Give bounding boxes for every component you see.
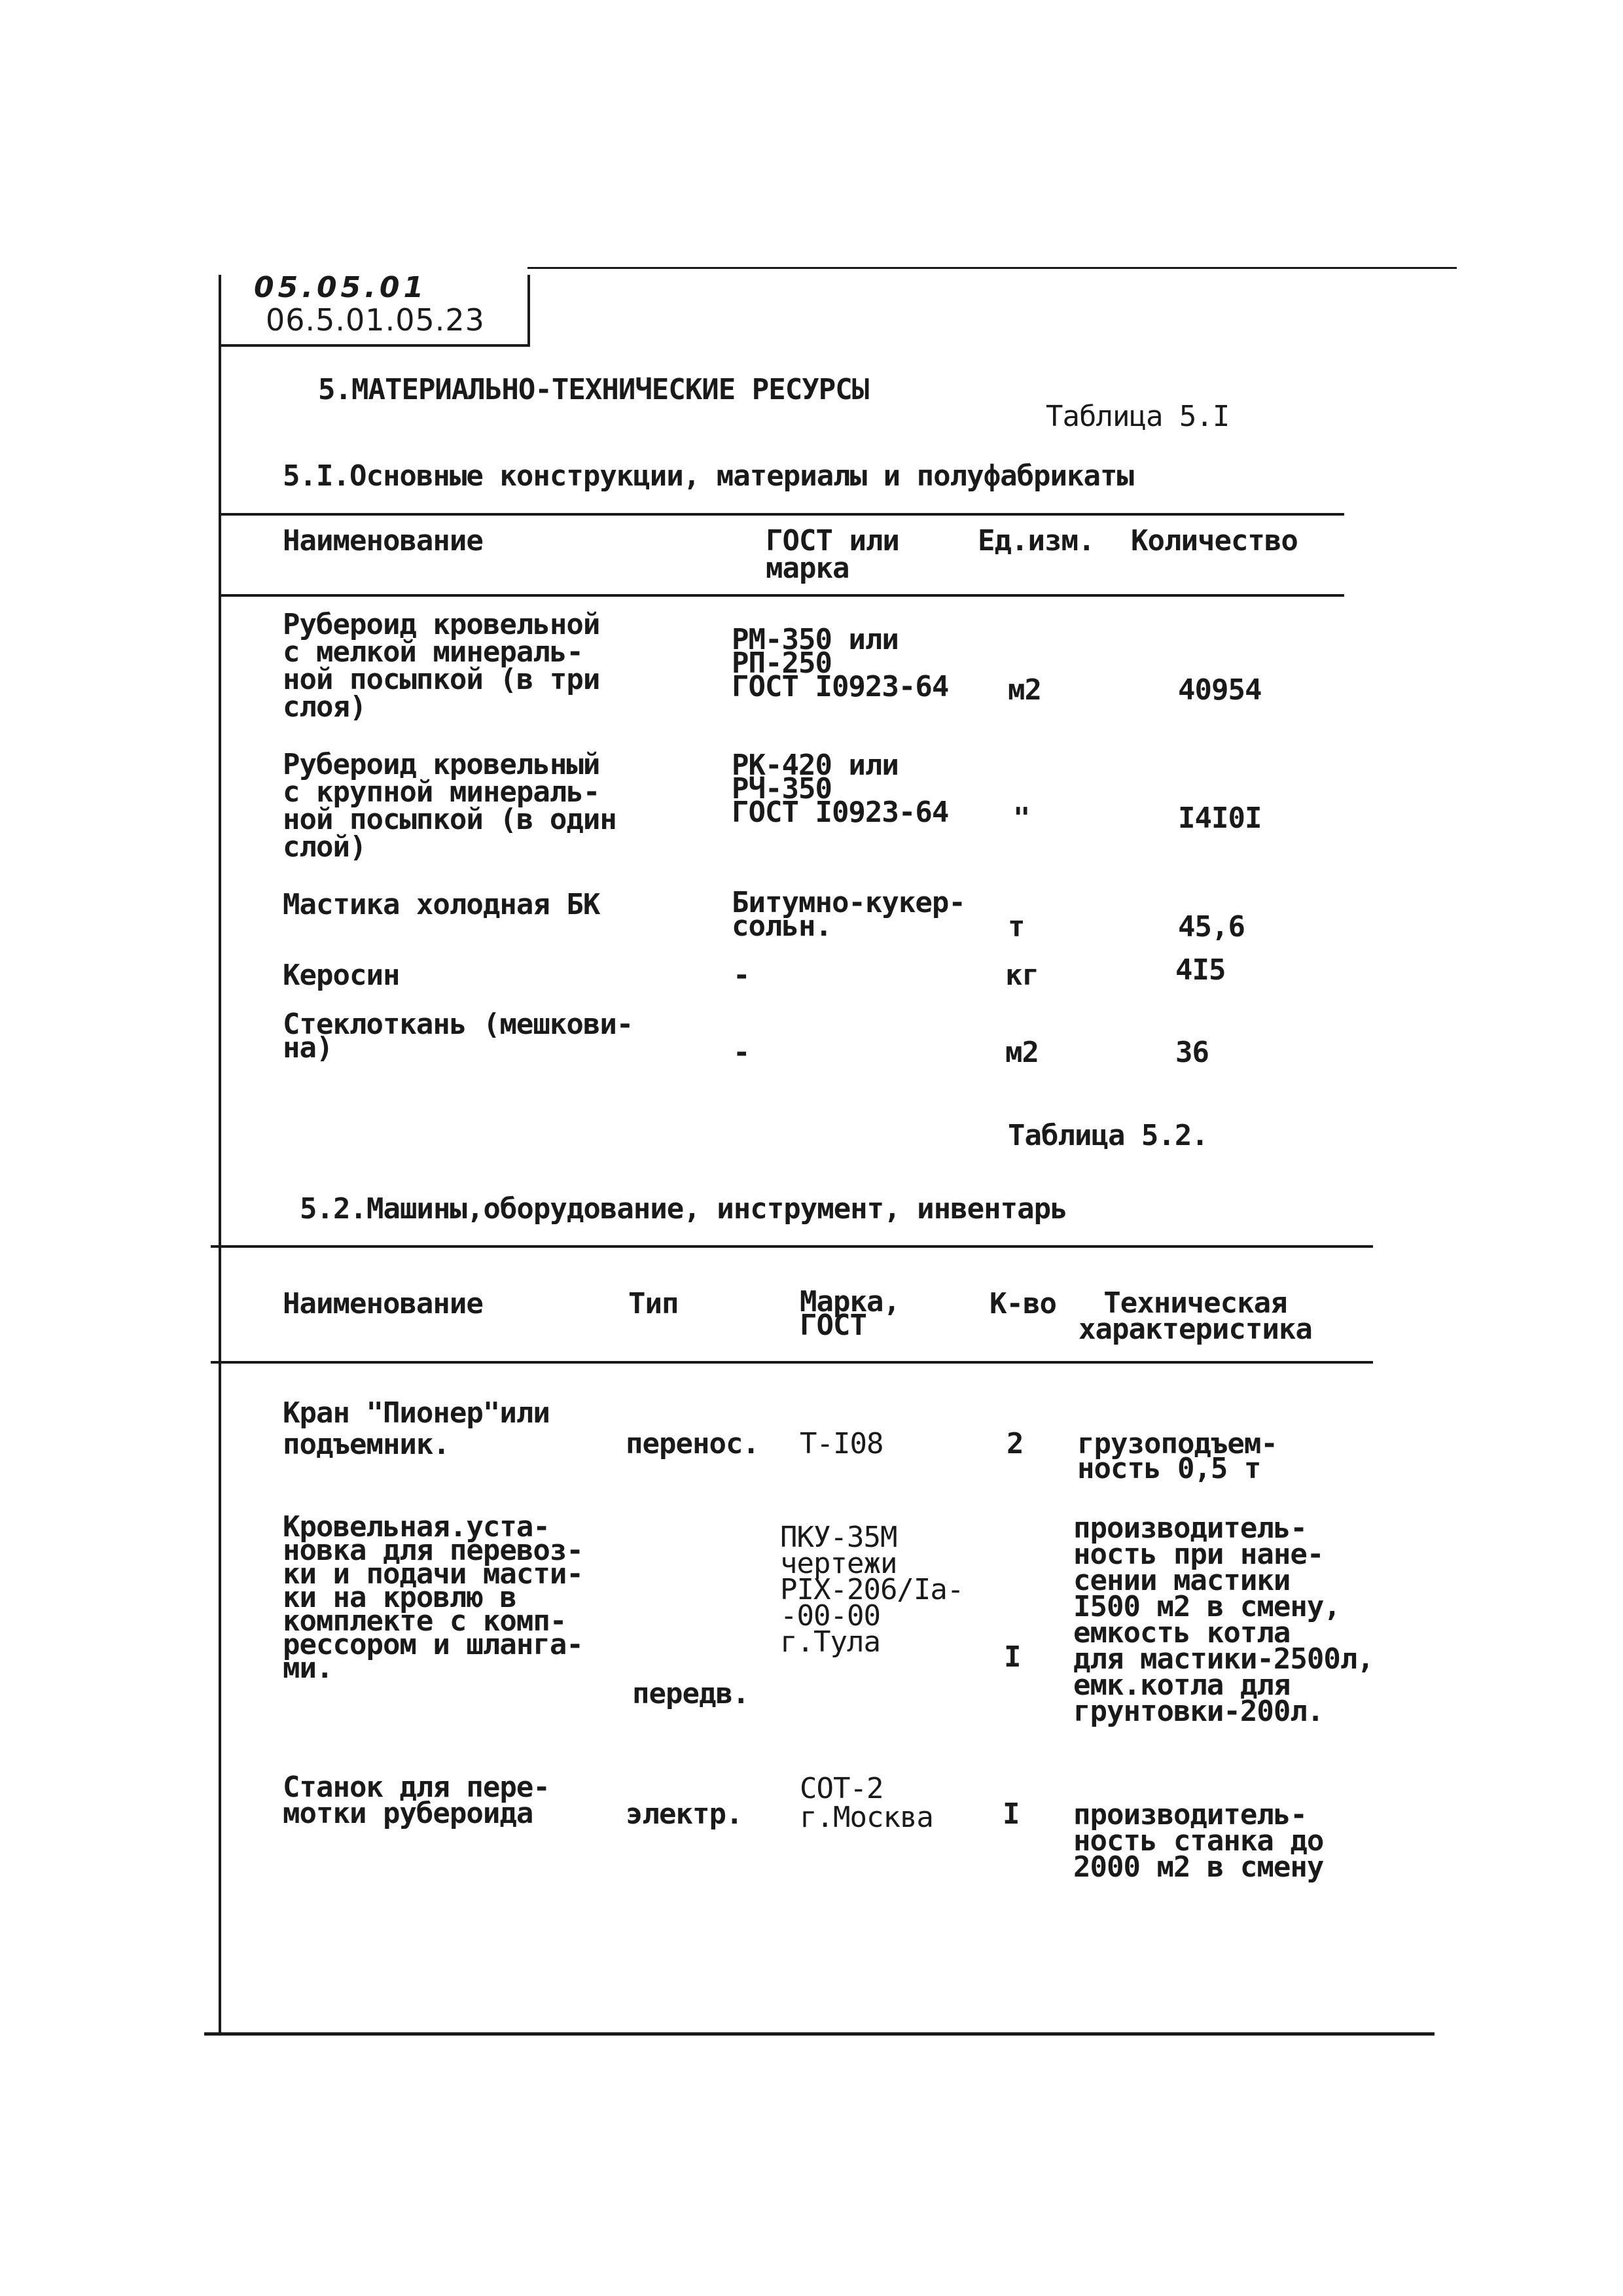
table1-header-qty: Количество [1131, 524, 1298, 557]
table1-row5-unit: м2 [1005, 1036, 1039, 1069]
table2-row3-type: электр. [626, 1797, 743, 1831]
table1-label: Таблица 5.I [1046, 400, 1230, 433]
table2-row1-name: Кран "Пионер"или подъемник. [283, 1396, 550, 1461]
table1-header-unit: Ед.изм. [978, 524, 1095, 557]
table2-top-rule [211, 1245, 1373, 1248]
table2-row2-brand: ПКУ-35М чертежи РIХ-206/Iа- -00-00 г.Тула [780, 1521, 964, 1659]
table1-header-gost: ГОСТ или марка [766, 524, 899, 585]
table1-row5-gost: - [733, 1036, 750, 1069]
table1-top-rule [219, 513, 1344, 516]
page-frame-top [527, 267, 1457, 269]
table1-row3-unit: т [1008, 910, 1025, 944]
table1-row5-name: Стеклоткань (мешкови- на) [283, 1008, 633, 1065]
table1-row5-qty: 36 [1175, 1036, 1209, 1069]
table1-row4-unit: кг [1005, 959, 1039, 992]
table2-row3-name: Станок для пере- мотки рубероида [283, 1771, 550, 1830]
table2-row1-spec: грузоподъем- ность 0,5 т [1077, 1427, 1277, 1485]
table1-row2-unit: " [1013, 802, 1030, 835]
table2-row3-brand: СОТ-2 г.Москва [800, 1772, 933, 1834]
page-frame-bottom [204, 2032, 1435, 2036]
table2-caption: 5.2.Машины,оборудование, инструмент, инвентарь [300, 1192, 1067, 1226]
table2-row3-count: I [1003, 1797, 1020, 1831]
table2-header-rule [211, 1361, 1373, 1364]
table1-row4-name: Керосин [283, 959, 400, 992]
table2-header-name: Наименование [283, 1287, 483, 1320]
table2-row2-count: I [1004, 1640, 1021, 1674]
table2-header-count: К-во [990, 1287, 1056, 1320]
table1-row3-gost: Битумно-кукер- сольн. [732, 886, 965, 943]
table1-row2-name: Рубероид кровельный с крупной минераль- ной посыпкой (в один слой) [283, 748, 616, 864]
table1-row1-unit: м2 [1008, 673, 1041, 707]
document-code-stamp [220, 271, 530, 347]
table1-row2-qty: I4I0I [1178, 802, 1262, 835]
table2-row3-spec: производитель- ность станка до 2000 м2 в смену [1073, 1798, 1324, 1884]
table1-row2-gost: РК-420 или РЧ-350 ГОСТ I0923-64 [732, 749, 949, 829]
table2-row1-type: перенос. [626, 1427, 759, 1460]
table2-row2-name: Кровельная.уста- новка для перевоз- ки и подачи масти- ки на кровлю в комплекте с комп- рессором и шланга- ми. [283, 1510, 583, 1685]
table1-row1-gost: РМ-350 или РП-250 ГОСТ I0923-64 [732, 623, 949, 703]
table1-header-rule [219, 594, 1344, 597]
table1-row1-name: Рубероид кровельной с мелкой минераль- ной посыпкой (в три слоя) [283, 608, 600, 724]
table1-caption: 5.I.Основные конструкции, материалы и полуфабрикаты [283, 459, 1134, 493]
table2-label: Таблица 5.2. [1008, 1119, 1208, 1152]
table1-row1-qty: 40954 [1178, 673, 1262, 707]
section-title: 5.МАТЕРИАЛЬНО-ТЕХНИЧЕСКИЕ РЕСУРСЫ [318, 373, 869, 406]
table2-header-type: Тип [628, 1287, 679, 1320]
table2-row1-count: 2 [1007, 1427, 1024, 1460]
table2-row1-brand: Т-I08 [800, 1427, 883, 1460]
table1-row4-gost: - [733, 959, 750, 992]
table1-row3-name: Мастика холодная БК [283, 888, 600, 921]
table2-header-spec: Техническая характеристика [1079, 1286, 1312, 1346]
table2-row2-type: передв. [632, 1677, 749, 1710]
table1-row3-qty: 45,6 [1178, 910, 1245, 944]
page-frame-left [219, 275, 221, 2035]
table1-row4-qty: 4I5 [1175, 953, 1226, 987]
document-code: 06.5.01.05.23 [266, 302, 485, 338]
table1-header-name: Наименование [283, 524, 483, 557]
document-code-old: 05.05.01 [254, 271, 428, 304]
table2-header-brand: Марка, ГОСТ [800, 1285, 900, 1342]
table2-row2-spec: производитель- ность при нане- сении мастики I500 м2 в смену, емкость котла для мастики-2500л, емк.котла для грунтовки-200л. [1073, 1511, 1374, 1728]
